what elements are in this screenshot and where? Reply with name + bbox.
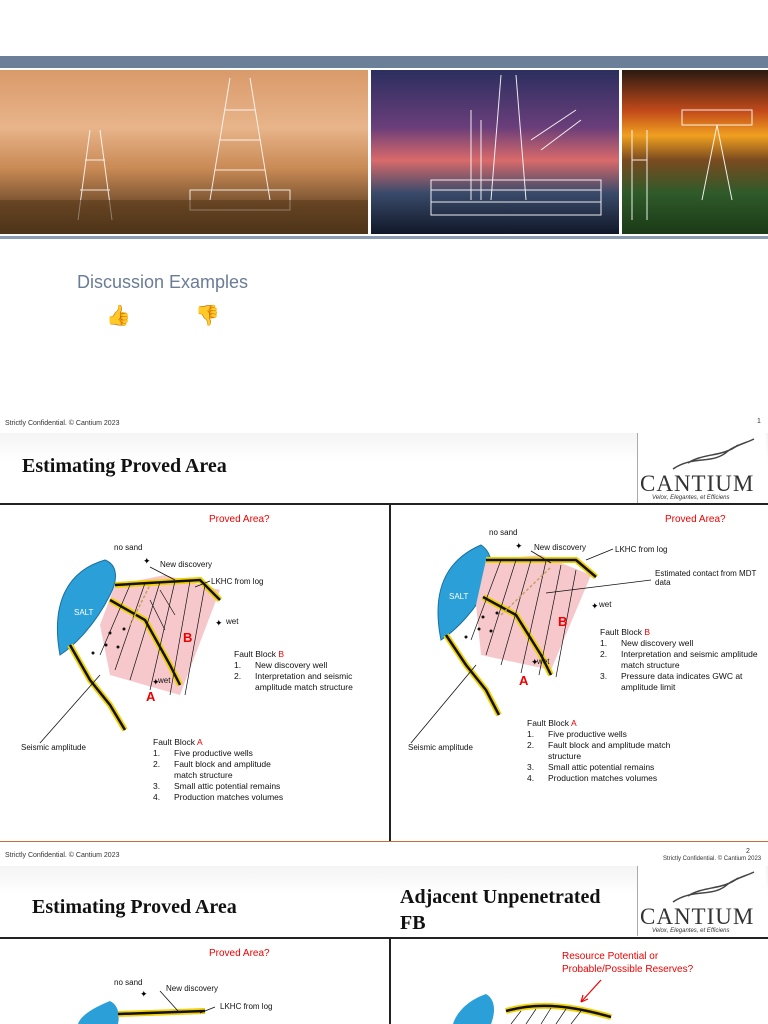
slide2-title-right: Adjacent Unpenetrated FB: [400, 886, 601, 934]
slide1-left-panel: [0, 505, 389, 841]
label-block-b: B: [183, 630, 193, 645]
slide1-right-panel: [391, 505, 768, 841]
horse-logo-icon: [668, 437, 758, 475]
oil-field-photo: [0, 70, 368, 234]
label-no-sand: no sand: [489, 528, 518, 537]
footer-confidential-right: Strictly Confidential. © Cantium 2023: [663, 856, 762, 862]
fault-b-letter: B: [278, 649, 285, 659]
label-seismic: Seismic amplitude: [408, 743, 473, 752]
thumbs-down-icon: 👎: [195, 305, 220, 327]
label-block-a: A: [519, 673, 529, 688]
banner-photos: [0, 70, 768, 234]
slide2-left-heading: Proved Area?: [209, 948, 270, 959]
fault-b-title: Fault Block: [600, 627, 645, 637]
fault-a-item: Fault block and amplitude match structure: [548, 740, 671, 761]
fault-b-item: Interpretation and seismic amplitude match structure: [621, 649, 758, 670]
logo-word: CANTIUM: [640, 471, 755, 496]
slide2-right-heading: Resource Potential or Probable/Possible Reserves?: [562, 951, 694, 975]
fault-b-item: New discovery well: [255, 660, 328, 670]
fault-a-title: Fault Block: [527, 718, 571, 728]
label-salt: SALT: [449, 592, 469, 601]
discussion-title: Discussion Examples: [77, 272, 249, 292]
offshore-platform-photo: [371, 70, 619, 234]
page-number: 1: [757, 418, 761, 425]
label-wet-2: wet: [158, 676, 171, 685]
fault-diagram-right-2: [391, 939, 768, 1024]
fault-a-item: Small attic potential remains: [174, 781, 281, 791]
label-seismic: Seismic amplitude: [21, 743, 86, 752]
cantium-logo: [637, 433, 766, 503]
logo-tagline: Velox, Elegantes, et Efficiens: [652, 495, 730, 501]
fault-a-item: Production matches volumes: [174, 792, 284, 802]
label-block-b: B: [558, 614, 568, 629]
right-heading: Proved Area?: [665, 514, 726, 525]
label-lkhc: LKHC from log: [615, 545, 668, 554]
cantium-logo: [637, 866, 766, 936]
footer-confidential: Strictly Confidential. © Cantium 2023: [5, 420, 120, 427]
fault-block-b-list: Fault Block B 1. New discovery well 2. Interpretation and seismic amplitude match structure: [234, 649, 384, 693]
page-number: 2: [746, 848, 750, 855]
label-new-discovery: New discovery: [534, 543, 587, 552]
fault-block-b-list: Fault Block B 1. New discovery well 2. Interpretation and seismic amplitude match structure 3. Pressure data indicates GWC at amplitude limit: [600, 627, 765, 693]
slide2-title-left: Estimating Proved Area: [32, 896, 237, 918]
slide1-title: Estimating Proved Area: [22, 455, 227, 477]
fault-a-letter: A: [196, 737, 203, 747]
banner-bar: [0, 56, 768, 68]
slide1-bottom-rule: [0, 841, 768, 842]
logo-tagline: Velox, Elegantes, et Efficiens: [652, 928, 730, 934]
fault-b-item: New discovery well: [621, 638, 694, 648]
fault-a-item: Five productive wells: [174, 748, 253, 758]
svg-text:✦: ✦: [515, 541, 523, 551]
left-heading: Proved Area?: [209, 514, 270, 525]
label-no-sand: no sand: [114, 978, 143, 987]
label-wet-2: wet: [537, 657, 550, 666]
thumbs-up-icon: 👍: [106, 305, 131, 327]
svg-text:✦: ✦: [215, 618, 223, 628]
svg-text:✦: ✦: [143, 556, 151, 566]
fault-b-item: Pressure data indicates GWC at amplitude limit: [621, 671, 743, 692]
fault-a-letter: A: [570, 718, 577, 728]
footer-confidential: Strictly Confidential. © Cantium 2023: [5, 852, 120, 859]
fault-diagram-left-2: [0, 939, 389, 1024]
fault-block-a-list: Fault Block A 1. Five productive wells 2. Fault block and amplitude match structure 3. Small attic potential remains 4. Production matches volumes: [527, 718, 697, 784]
svg-text:✦: ✦: [140, 989, 148, 999]
label-block-a: A: [146, 689, 156, 704]
fault-b-item: Interpretation and seismic amplitude match structure: [255, 671, 353, 692]
fault-a-item: Production matches volumes: [548, 773, 658, 783]
fault-a-item: Five productive wells: [548, 729, 627, 739]
svg-text:✦: ✦: [152, 677, 160, 687]
label-lkhc: LKHC from log: [211, 577, 264, 586]
label-salt: SALT: [74, 608, 94, 617]
logo-word: CANTIUM: [640, 904, 755, 929]
svg-text:✦: ✦: [531, 657, 539, 667]
fault-b-letter: B: [644, 627, 651, 637]
horse-logo-icon: [668, 870, 758, 908]
fault-block-a-list: Fault Block A 1. Five productive wells 2. Fault block and amplitude match structure 3. Small attic potential remains 4. Production matches volumes: [153, 737, 323, 803]
label-contact: Estimated contact from MDT data: [655, 569, 757, 587]
banner-divider: [0, 236, 768, 239]
label-new-discovery: New discovery: [166, 984, 219, 993]
label-wet-1: wet: [599, 600, 612, 609]
pumpjack-photo: [622, 70, 768, 234]
label-no-sand: no sand: [114, 543, 143, 552]
label-lkhc: LKHC from log: [220, 1002, 273, 1011]
fault-a-item: Small attic potential remains: [548, 762, 655, 772]
svg-text:✦: ✦: [591, 601, 599, 611]
fault-a-title: Fault Block: [153, 737, 197, 747]
fault-b-title: Fault Block: [234, 649, 279, 659]
label-wet-1: wet: [226, 617, 239, 626]
fault-a-item: Fault block and amplitude match structure: [174, 759, 271, 780]
label-new-discovery: New discovery: [160, 560, 213, 569]
